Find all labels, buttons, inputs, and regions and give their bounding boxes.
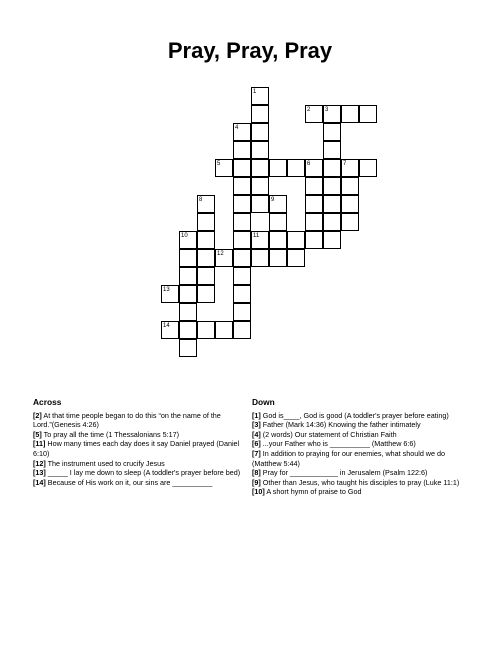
- grid-cell[interactable]: [179, 303, 197, 321]
- clue-item-number: [9]: [252, 477, 261, 487]
- clue-number: 8: [199, 197, 203, 203]
- clue-item-text: A short hymn of praise to God: [264, 487, 362, 497]
- clue-item: [252, 478, 467, 488]
- grid-cell[interactable]: [197, 213, 215, 231]
- grid-cell[interactable]: [251, 177, 269, 195]
- clue-item: [252, 439, 467, 449]
- grid-cell[interactable]: [233, 231, 251, 249]
- grid-cell[interactable]: [251, 141, 269, 159]
- grid-cell[interactable]: [251, 231, 269, 249]
- grid-cell[interactable]: [305, 231, 323, 249]
- clue-item: [33, 468, 245, 478]
- grid-cell[interactable]: [305, 105, 323, 123]
- grid-cell[interactable]: [251, 159, 269, 177]
- down-clue-list: [252, 411, 467, 497]
- grid-cell[interactable]: [323, 231, 341, 249]
- grid-cell[interactable]: [233, 267, 251, 285]
- grid-cell[interactable]: [269, 231, 287, 249]
- grid-cell[interactable]: [251, 249, 269, 267]
- grid-cell[interactable]: [359, 105, 377, 123]
- clue-number: 4: [235, 125, 239, 131]
- clue-item-text: (2 words) Our statement of Christian Faith: [260, 429, 397, 439]
- grid-cell[interactable]: [269, 249, 287, 267]
- grid-cell[interactable]: [233, 249, 251, 267]
- grid-cell[interactable]: [305, 159, 323, 177]
- grid-cell[interactable]: [179, 267, 197, 285]
- grid-cell[interactable]: [179, 249, 197, 267]
- clue-item-text: God is____, God is good (A toddler's prayer before eating): [260, 410, 449, 420]
- clue-item: [33, 439, 245, 458]
- clue-item: [252, 411, 467, 421]
- grid-cell[interactable]: [287, 249, 305, 267]
- clue-number: 1: [253, 89, 257, 95]
- grid-cell[interactable]: [269, 195, 287, 213]
- grid-cell[interactable]: [179, 339, 197, 357]
- grid-cell[interactable]: [251, 195, 269, 213]
- down-clues: [252, 398, 467, 497]
- grid-cell[interactable]: [179, 321, 197, 339]
- grid-cell[interactable]: [305, 177, 323, 195]
- grid-cell[interactable]: [233, 213, 251, 231]
- across-clues: [33, 398, 245, 487]
- clue-item-number: [8]: [252, 468, 261, 478]
- grid-cell[interactable]: [161, 321, 179, 339]
- clue-item-text: To pray all the time (1 Thessalonians 5:17): [41, 429, 179, 439]
- clue-item: [252, 430, 467, 440]
- grid-cell[interactable]: [233, 195, 251, 213]
- clue-item-number: [2]: [33, 410, 42, 420]
- clue-item-number: [6]: [252, 439, 261, 449]
- grid-cell[interactable]: [197, 249, 215, 267]
- grid-cell[interactable]: [233, 159, 251, 177]
- clue-item-text: At that time people began to do this “on the name of the Lord.”(Genesis 4:26): [33, 410, 221, 430]
- grid-cell[interactable]: [161, 285, 179, 303]
- clue-number: 2: [307, 107, 311, 113]
- grid-cell[interactable]: [197, 231, 215, 249]
- clue-item-number: [4]: [252, 429, 261, 439]
- across-clue-list: [33, 411, 245, 488]
- grid-cell[interactable]: [251, 87, 269, 105]
- grid-cell[interactable]: [197, 321, 215, 339]
- clue-item-text: In addition to praying for our enemies, what should we do (Matthew 5:44): [252, 448, 445, 468]
- grid-cell[interactable]: [323, 195, 341, 213]
- clue-item-text: ...your Father who is __________ (Matthew 6:6): [260, 439, 416, 449]
- clue-item-text: Other than Jesus, who taught his disciples to pray (Luke 11:1): [260, 477, 460, 487]
- grid-cell[interactable]: [215, 321, 233, 339]
- clue-item-number: [3]: [252, 420, 261, 430]
- grid-cell[interactable]: [269, 213, 287, 231]
- grid-cell[interactable]: [341, 177, 359, 195]
- grid-cell[interactable]: [197, 267, 215, 285]
- clue-item: [33, 430, 245, 440]
- grid-cell[interactable]: [233, 321, 251, 339]
- clue-item-number: [1]: [252, 410, 261, 420]
- clue-number: 10: [181, 233, 188, 239]
- clue-item-number: [11]: [33, 439, 46, 449]
- grid-cell[interactable]: [251, 123, 269, 141]
- clue-item: [252, 487, 467, 497]
- grid-cell[interactable]: [341, 195, 359, 213]
- grid-cell[interactable]: [251, 105, 269, 123]
- clue-item: [252, 449, 467, 468]
- grid-cell[interactable]: [341, 213, 359, 231]
- grid-cell[interactable]: [287, 159, 305, 177]
- grid-cell[interactable]: [359, 159, 377, 177]
- clue-item: [252, 468, 467, 478]
- grid-cell[interactable]: [341, 159, 359, 177]
- clue-item-text: Pray for ____________ in Jerusalem (Psalm 122:6): [260, 468, 428, 478]
- clue-item-text: The instrument used to crucify Jesus: [45, 458, 165, 468]
- clue-item-number: [7]: [252, 448, 261, 458]
- grid-cell[interactable]: [323, 213, 341, 231]
- clue-item-number: [14]: [33, 477, 46, 487]
- grid-cell[interactable]: [215, 249, 233, 267]
- grid-cell[interactable]: [197, 285, 215, 303]
- clue-number: 11: [253, 233, 260, 239]
- grid-cell[interactable]: [233, 177, 251, 195]
- clue-item-number: [13]: [33, 468, 46, 478]
- grid-cell[interactable]: [215, 159, 233, 177]
- grid-cell[interactable]: [323, 177, 341, 195]
- clue-item-text: How many times each day does it say Daniel prayed (Daniel 6:10): [33, 439, 240, 458]
- grid-cell[interactable]: [269, 159, 287, 177]
- clue-item-text: Because of His work on it, our sins are __________: [45, 477, 213, 487]
- grid-cell[interactable]: [197, 195, 215, 213]
- grid-cell[interactable]: [323, 141, 341, 159]
- clue-item: [252, 420, 467, 430]
- clue-number: 7: [343, 161, 347, 167]
- down-heading: Down: [252, 397, 275, 407]
- grid-cell[interactable]: [323, 159, 341, 177]
- grid-cell[interactable]: [179, 231, 197, 249]
- grid-cell[interactable]: [341, 105, 359, 123]
- clue-item-number: [10]: [252, 487, 265, 497]
- clue-number: 13: [163, 287, 170, 293]
- grid-cell[interactable]: [233, 285, 251, 303]
- grid-cell[interactable]: [233, 123, 251, 141]
- clue-item-number: [12]: [33, 458, 46, 468]
- grid-cell[interactable]: [233, 141, 251, 159]
- grid-cell[interactable]: [323, 105, 341, 123]
- grid-cell[interactable]: [305, 213, 323, 231]
- clue-item: [33, 459, 245, 469]
- clue-number: 5: [217, 161, 221, 167]
- grid-cell[interactable]: [323, 123, 341, 141]
- grid-cell[interactable]: [179, 285, 197, 303]
- clue-number: 12: [217, 251, 224, 257]
- clue-number: 14: [163, 323, 170, 329]
- puzzle-title: Pray, Pray, Pray: [167, 38, 333, 63]
- grid-cell[interactable]: [287, 231, 305, 249]
- grid-cell[interactable]: [233, 303, 251, 321]
- clue-number: 9: [271, 197, 275, 203]
- clue-item: [33, 411, 245, 430]
- clue-number: 6: [307, 161, 311, 167]
- clue-item-text: Father (Mark 14:36) Knowing the father intimately: [260, 420, 421, 430]
- clue-item: [33, 478, 245, 488]
- across-heading: Across: [33, 397, 62, 407]
- grid-cell[interactable]: [305, 195, 323, 213]
- clue-item-text: _____ I lay me down to sleep (A toddler's prayer before bed): [45, 468, 241, 478]
- clue-number: 3: [325, 107, 329, 113]
- clue-item-number: [5]: [33, 429, 42, 439]
